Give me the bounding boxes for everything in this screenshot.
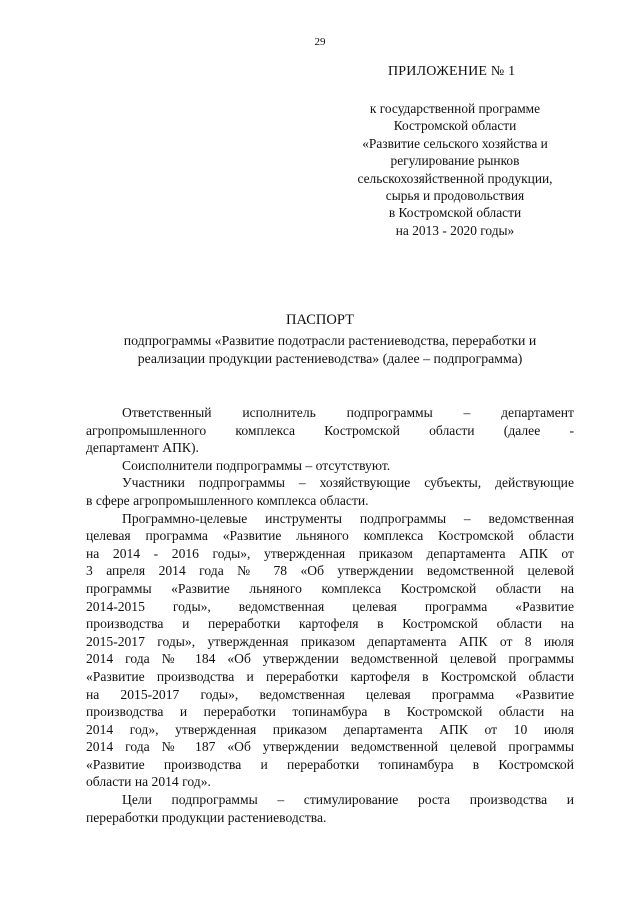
paragraph-line: департамент АПК).: [86, 440, 199, 456]
body-paragraph: [86, 404, 574, 457]
appendix-line: Костромской области: [393, 118, 517, 134]
appendix-line: регулирование рынков: [390, 153, 520, 169]
paragraph-line: 3 апреля 2014 года № 78 «Об утверждении ведомственной целевой: [86, 563, 574, 579]
paragraph-line: 2014 год», утвержденная приказом департамента АПК от 10 июля: [86, 721, 574, 737]
appendix-line: в Костромской области: [388, 205, 522, 221]
paragraph-line: 2014 года № 184 «Об утверждении ведомственной целевой программы: [86, 651, 574, 667]
paragraph-line: на 2015-2017 годы», ведомственная целевая программа «Развитие: [86, 686, 574, 702]
appendix-line: на 2013 - 2020 годы»: [395, 222, 515, 238]
appendix-title: ПРИЛОЖЕНИЕ № 1: [388, 64, 516, 79]
body-paragraph: [86, 510, 574, 792]
paragraph-line: «Развитие производства и переработки топинамбура в Костромской: [86, 756, 574, 772]
appendix-line: сырья и продовольствия: [385, 188, 525, 204]
paragraph-line: Ответственный исполнитель подпрограммы – департамент: [122, 405, 574, 420]
paragraph-line: 2014-2015 годы», ведомственная целевая программа «Развитие: [86, 598, 574, 614]
paragraph-line: Соисполнители подпрограммы – отсутствуют.: [122, 457, 391, 473]
paragraph-line: области на 2014 год».: [86, 774, 211, 790]
appendix-line: «Развитие сельского хозяйства и: [362, 135, 548, 151]
paragraph-line: в сфере агропромышленного комплекса области.: [86, 492, 369, 508]
body-paragraph: [86, 791, 574, 826]
appendix-line: сельскохозяйственной продукции,: [357, 170, 553, 186]
page-number: 29: [314, 36, 326, 48]
subtitle-line: подпрограммы «Развитие подотрасли растениеводства, переработки и: [123, 333, 537, 348]
paragraph-line: на 2014 - 2016 годы», утвержденная приказом департамента АПК от: [86, 545, 574, 561]
paragraph-line: 2014 года № 187 «Об утверждении ведомственной целевой программы: [86, 739, 574, 755]
paragraph-line: «Развитие производства и переработки картофеля в Костромской области: [86, 668, 574, 684]
paragraph-line: 2015-2017 годы», утвержденная приказом департамента АПК от 8 июля: [86, 633, 574, 649]
subtitle-line: реализации продукции растениеводства» (далее – подпрограмма): [137, 351, 523, 366]
body-paragraph: [86, 474, 574, 509]
document-body: [86, 404, 574, 826]
paragraph-line: Программно-целевые инструменты подпрограммы – ведомственная: [122, 510, 574, 526]
paragraph-line: производства и переработки картофеля в Костромской области на: [86, 616, 574, 632]
appendix-line: к государственной программе: [369, 101, 541, 116]
paragraph-line: переработки продукции растениеводства.: [86, 809, 327, 825]
paragraph-line: агропромышленного комплекса Костромской области (далее -: [86, 422, 574, 438]
paragraph-line: производства и переработки топинамбура в Костромской области на: [86, 704, 574, 720]
appendix-reference: [318, 100, 592, 239]
passport-subtitle: [60, 332, 600, 368]
paragraph-line: Цели подпрограммы – стимулирование роста производства и: [122, 792, 574, 808]
paragraph-line: Участники подпрограммы – хозяйствующие субъекты, действующие: [122, 475, 574, 491]
passport-heading: ПАСПОРТ: [286, 312, 354, 328]
paragraph-line: программы «Развитие льняного комплекса Костромской области на: [86, 580, 574, 596]
body-paragraph: [86, 457, 574, 475]
paragraph-line: целевая программа «Развитие льняного комплекса Костромской области: [86, 528, 574, 544]
